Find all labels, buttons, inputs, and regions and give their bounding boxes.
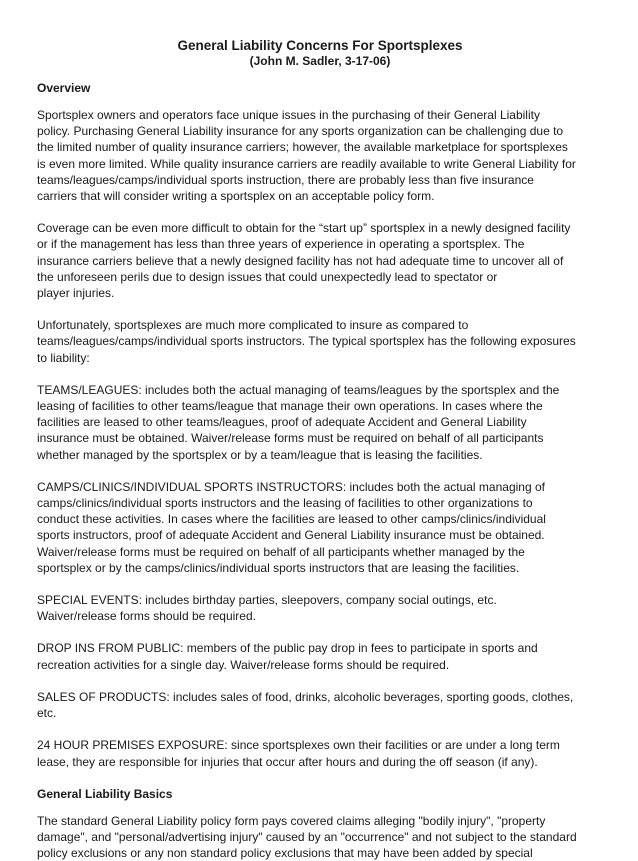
paragraph-startup: Coverage can be even more difficult to obtain for the “start up” sportsplex in a newly designed facility or if the management has less than three years of experience in operating a sportsplex. The insurance carriers believe that a newly designed facility has not had adequate time to uncover all of the unforeseen perils due to design issues that could unexpectedly lead to spectator or player injuries. <box>37 221 571 301</box>
paragraph-exposures-intro: Unfortunately, sportsplexes are much more complicated to insure as compared to teams/leagues/camps/individual sports instructors. The typical sportsplex has the following exposures to liability: <box>37 318 576 365</box>
paragraph-premises-exposure: 24 HOUR PREMISES EXPOSURE: since sportsplexes own their facilities or are under a long term lease, they are responsible for injuries that occur after hours and during the off season (if any). <box>37 738 560 769</box>
document-subtitle: (John M. Sadler, 3-17-06) <box>249 54 391 68</box>
paragraph-intro: Sportsplex owners and operators face unique issues in the purchasing of their General Liability policy. Purchasing General Liability insurance for any sports organization can be challenging due to the limited number of quality insurance carriers; however, the available marketplace for sportsplexes is even more limited. While quality insurance carriers are readily available to write General Liability for teams/leagues/camps/individual sports instruction, there are probably less than five insurance carriers that will consider writing a sportsplex on an acceptable policy form. <box>37 108 576 204</box>
paragraph-basics: The standard General Liability policy form pays covered claims alleging "bodily injury", "property damage", and "personal/advertising injury" caused by an "occurrence" and not subject to the standard policy exclusions or any non standard policy exclusions that may have been added by special <box>37 813 577 861</box>
document-page <box>37 38 603 861</box>
overview-heading: Overview <box>37 81 91 95</box>
paragraph-drop-ins: DROP INS FROM PUBLIC: members of the public pay drop in fees to participate in sports and recreation activities for a single day. Waiver/release forms should be required. <box>37 641 538 672</box>
paragraph-camps-clinics: CAMPS/CLINICS/INDIVIDUAL SPORTS INSTRUCTORS: includes both the actual managing of camps/clinics/individual sports instructors and the leasing of facilities to other organizations to conduct these activities. In cases where the facilities are leased to other camps/clinics/individual sports instructors, proof of adequate Accident and General Liability insurance must be obtained. Waiver/release forms must be required on behalf of all participants whether managed by the sportsplex or by the camps/clinics/individual sports instructors that are leasing the facilities. <box>37 479 546 575</box>
basics-heading: General Liability Basics <box>37 786 173 801</box>
document-title: General Liability Concerns For Sportsplexes <box>177 38 463 53</box>
paragraph-special-events: SPECIAL EVENTS: includes birthday parties, sleepovers, company social outings, etc. Waiver/release forms should be required. <box>37 593 497 624</box>
paragraph-sales-products: SALES OF PRODUCTS: includes sales of food, drinks, alcoholic beverages, sporting goods, clothes, etc. <box>37 689 574 721</box>
paragraph-teams-leagues: TEAMS/LEAGUES: includes both the actual managing of teams/leagues by the sportsplex and the leasing of facilities to other teams/league that manage their own operations. In cases where the facilities are leased to other teams/leagues, proof of adequate Accident and General Liability insurance must be obtained. Waiver/release forms must be required on behalf of all participants whether managed by the sportsplex or by a team/league that is leasing the facilities. <box>37 382 560 462</box>
